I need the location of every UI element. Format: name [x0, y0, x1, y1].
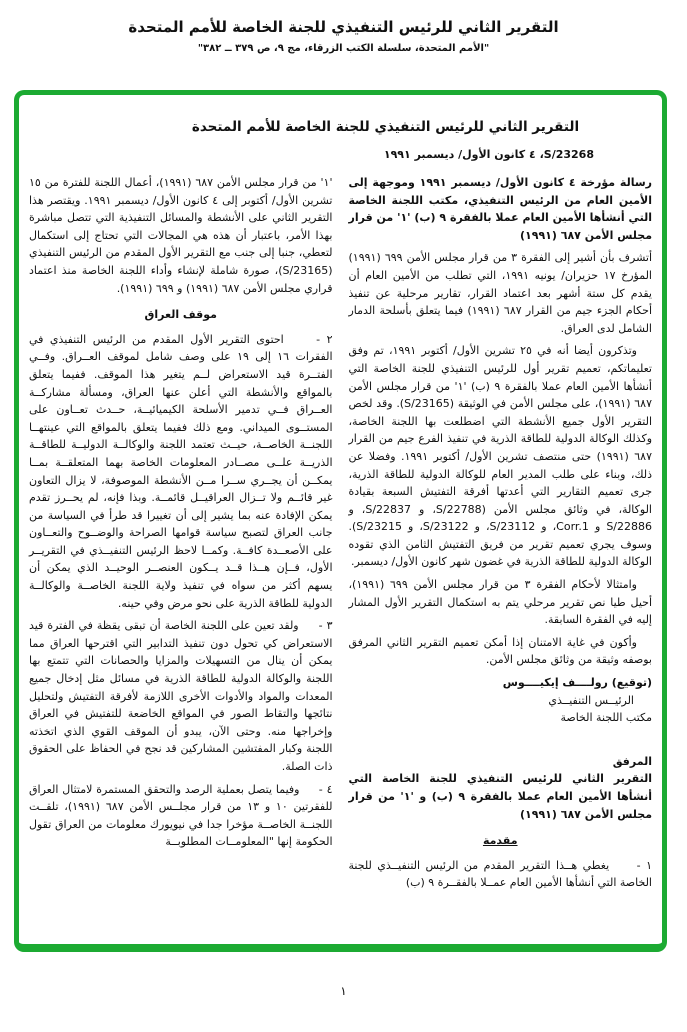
header-source-citation: "الأمم المتحدة، سلسلة الكتب الزرقاء، مج ٩، ص ٣٧٩ ــ ٣٨٢" [197, 42, 490, 54]
letter-paragraph-gratitude: وأكون في غاية الامتنان إذا أمكن تعميم التقرير الثاني المرفق بوصفه وثيقة من وثائق مجلس الأمن. [348, 635, 652, 667]
annex-paragraph-3: ٣ - ولقد تعين على اللجنة الخاصة أن تبقى يقظة في الفترة قيد الاستعراض كي تحول دون تنفيذ التدابير التي اقترحها العراق مما يمكن أن ينال من التسهيلات والمزايا والحصانات التي تتمتع بها اللجنة والوكالة الدولية للطاقة الذرية في مسائل مثل إدخال جميع المعدات والمواد والأدوات الأخرى اللازمة لأفرقة التفتيش ولتحليل نتائجها والتقاط الصور في المواقع الخاضعة للتفتيش في العراق وإخراجها منه. وحتى الآن، يبدو أن الموقف القوي الذي اتخذته اللجنة وكبار المفتشين المشاركين قد نجح في الحفاظ على الحقوق ذات الصلة. [29, 619, 333, 773]
annex-paragraph-1-continuation: '١' من قرار مجلس الأمن ٦٨٧ (١٩٩١)، أعمال اللجنة للفترة من ١٥ تشرين الأول/ أكتوبر إلى ٤ كانون الأول/ ديسمبر ١٩٩١. ويقتصر هذا التقرير الثاني على الأنشطة والمسائل التنفيذية التي تتصل مباشرة بهذا الأمر، باعتبار أن هذه هي المجالات التي تحتاج إلى استكمال لتعطي، جنبا إلى جنب مع التقرير الأول المقدم من الرئيس التنفيذي (S/23165)، صورة شاملة لإنشاء وأداء اللجنة الخاصة منذ اعتماد قراري مجلس الأمن ٦٨٧ (١٩٩١) و ٦٩٩ (١٩٩١). [29, 176, 333, 295]
introduction-heading [349, 832, 653, 850]
signature-office: مكتب اللجنة الخاصة [560, 711, 652, 725]
column-right [349, 174, 653, 897]
letter-subject: رسالة مؤرخة ٤ كانون الأول/ ديسمبر ١٩٩١ وموجهة إلى الأمين العام من الرئيس التنفيذي، مكتب اللجنة الخاصة التي أنشأها الأمين العام عملا بالفقرة ٩ (ب) '١' من قرار مجلس الأمن ٦٨٧ (١٩٩١) [348, 176, 653, 242]
annex-paragraph-2: ٢ - احتوى التقرير الأول المقدم من الرئيس التنفيذي في الفقرات ١٦ إلى ١٩ على وصف شامل لموقف العــراق. وفــي الفتــرة قيد الاستعراض لــم يتغير هذا الموقف. ففيما يتعلق بالمواقع والأنشطة التي أعلن عنها العراق، ومسألة مشاركــة العــراق فــي تدمير الأسلحة الكيميائيــة، حــدث تعــاون على المستــوى الميداني. ومع ذلك ففيما يتعلق بالمواقع التي عينتهــا اللجنــة الخاصــة، حيــث تعتمد اللجنة والوكالــة الدوليــة للطاقــة الذريــة علــى مصــادر المعلومات الخاصة بهما المتعلقــة بمــا يمكــن أن يجــري ســرا مــن الأنشطة الموصوفة، لا يزال التعاون غير قائــم ولا تــزال العراقيــل قائمــة. وبذا فإنه، لم يحــرز تقدم يمكن الإفادة عنه بما يشير إلى أن تغييرا قد طرأ في السياسة من جانب العراق لتصبح سياسة قوامها الصراحة والوضــوح والتعــاون على الأصعــدة كافــة. وكمــا لاحظ الرئيس التنفيــذي في التقريــر الأول، فــإن هــذا قــد يــكون العنصــر الوحيــد الذي يمكن أن يسهم أكثر من سواه في تنفيذ ولاية اللجنة الخاصــة والوكالــة الدولية للطاقة الذرية على نحو مرض وفي حينه. [29, 332, 333, 610]
letter-paragraph-intro: أتشرف بأن أشير إلى الفقرة ٣ من قرار مجلس الأمن ٦٩٩ (١٩٩١) المؤرخ ١٧ حزيران/ يونيه ١٩٩١، التي تطلب من الأمين العام أن يقدم كل ستة أشهر بعد اعتماد القرار، تقارير مرحلية عن تنفيذ أحكام الجزء جيم من القرار ٦٨٧ (١٩٩١) فيما يتعلق بأسلحة الدمار الشامل لدى العراق. [348, 251, 652, 335]
letter-paragraph-recall: وتذكرون أيضا أنه في ٢٥ تشرين الأول/ أكتوبر ١٩٩١، تم وفق تعليماتكم، تعميم تقرير أول للرئيس التنفيذي للجنة الخاصة التي أنشأها الأمين العام عملا بالفقرة ٩ (ب) '١' من قرار مجلس الأمن ٦٨٧ (١٩٩١)، على مجلس الأمن في الوثيقة (S/23165). وقد لخص التقرير الأول جميع الأنشطة التي اضطلعت بها اللجنة الخاصة، وكذلك الوكالة الدولية للطاقة الذرية في تنفيذ الفرع جيم من القرار ٦٨٧ (١٩٩١) حتى منتصف تشرين الأول/ أكتوبر ١٩٩١. وفضلا عن ذلك، وبناء على طلب المدير العام للوكالة الدولية للطاقة الذرية، جرى تعميم التقارير التي أعدتها أفرقة التفتيش السبعة بقيادة الوكالة، في وثائق مجلس الأمن (S/22788، و S/22837، و S/22886 و Corr.1، و S/23112، و S/23122، و S/23215). وسوف يجري تعميم تقرير من فريق التفتيش الثامن الذي تقوده الوكالة الدولية للطاقة الذرية في غضون شهر كانون الأول/ ديسمبر. [348, 344, 652, 569]
document-frame [14, 90, 667, 952]
introduction-heading-text: مقدمة [482, 834, 518, 848]
document-title: التقرير الثاني للرئيس التنفيذي للجنة الخاصة للأمم المتحدة [191, 119, 580, 135]
annex-label: المرفق [612, 754, 652, 768]
column-left [29, 174, 333, 897]
iraq-position-heading: موقف العراق [144, 308, 217, 322]
letter-paragraph-compliance: وامتثالا لأحكام الفقرة ٣ من قرار مجلس الأمن ٦٩٩ (١٩٩١)، أحيل طيا نص تقرير مرحلي يتم به استكمال التقرير الأول المشار إليه في الفقرة السابقة. [348, 578, 652, 627]
annex-paragraph-1: ١ - يغطي هــذا التقرير المقدم من الرئيس التنفيــذي للجنة الخاصة التي أنشأها الأمين العام عمــلا بالفقــرة ٩ (ب) [348, 858, 652, 890]
page-header [0, 0, 687, 54]
document-reference-line: S/23268، ٤ كانون الأول/ ديسمبر ١٩٩١ [383, 148, 594, 161]
annex-paragraph-4: ٤ - وفيما يتصل بعملية الرصد والتحقق المستمرة لامتثال العراق للفقرتين ١٠ و ١٣ من قرار مجلــس الأمن ٦٨٧ (١٩٩١)، تلقــت اللجنــة الخاصــة مؤخرا جدا في نيويورك معلومات من العراق تقول الحكومة إنها "المعلومــات المطلوبــة [29, 782, 333, 849]
signature-name: (توقيع) رولــــف إيكيــــوس [502, 676, 652, 690]
header-title: التقرير الثاني للرئيس التنفيذي للجنة الخاصة للأمم المتحدة [128, 18, 559, 36]
annex-title: التقرير الثاني للرئيس التنفيذي للجنة الخاصة التي أنشأها الأمين العام عملا بالفقرة ٩ (ب) و '١' من قرار مجلس الأمن ٦٨٧ (١٩٩١) [348, 772, 652, 821]
signature-title: الرئيــس التنفيــذي [548, 693, 634, 707]
page-number: ١ [340, 984, 347, 998]
two-column-layout [29, 174, 652, 897]
